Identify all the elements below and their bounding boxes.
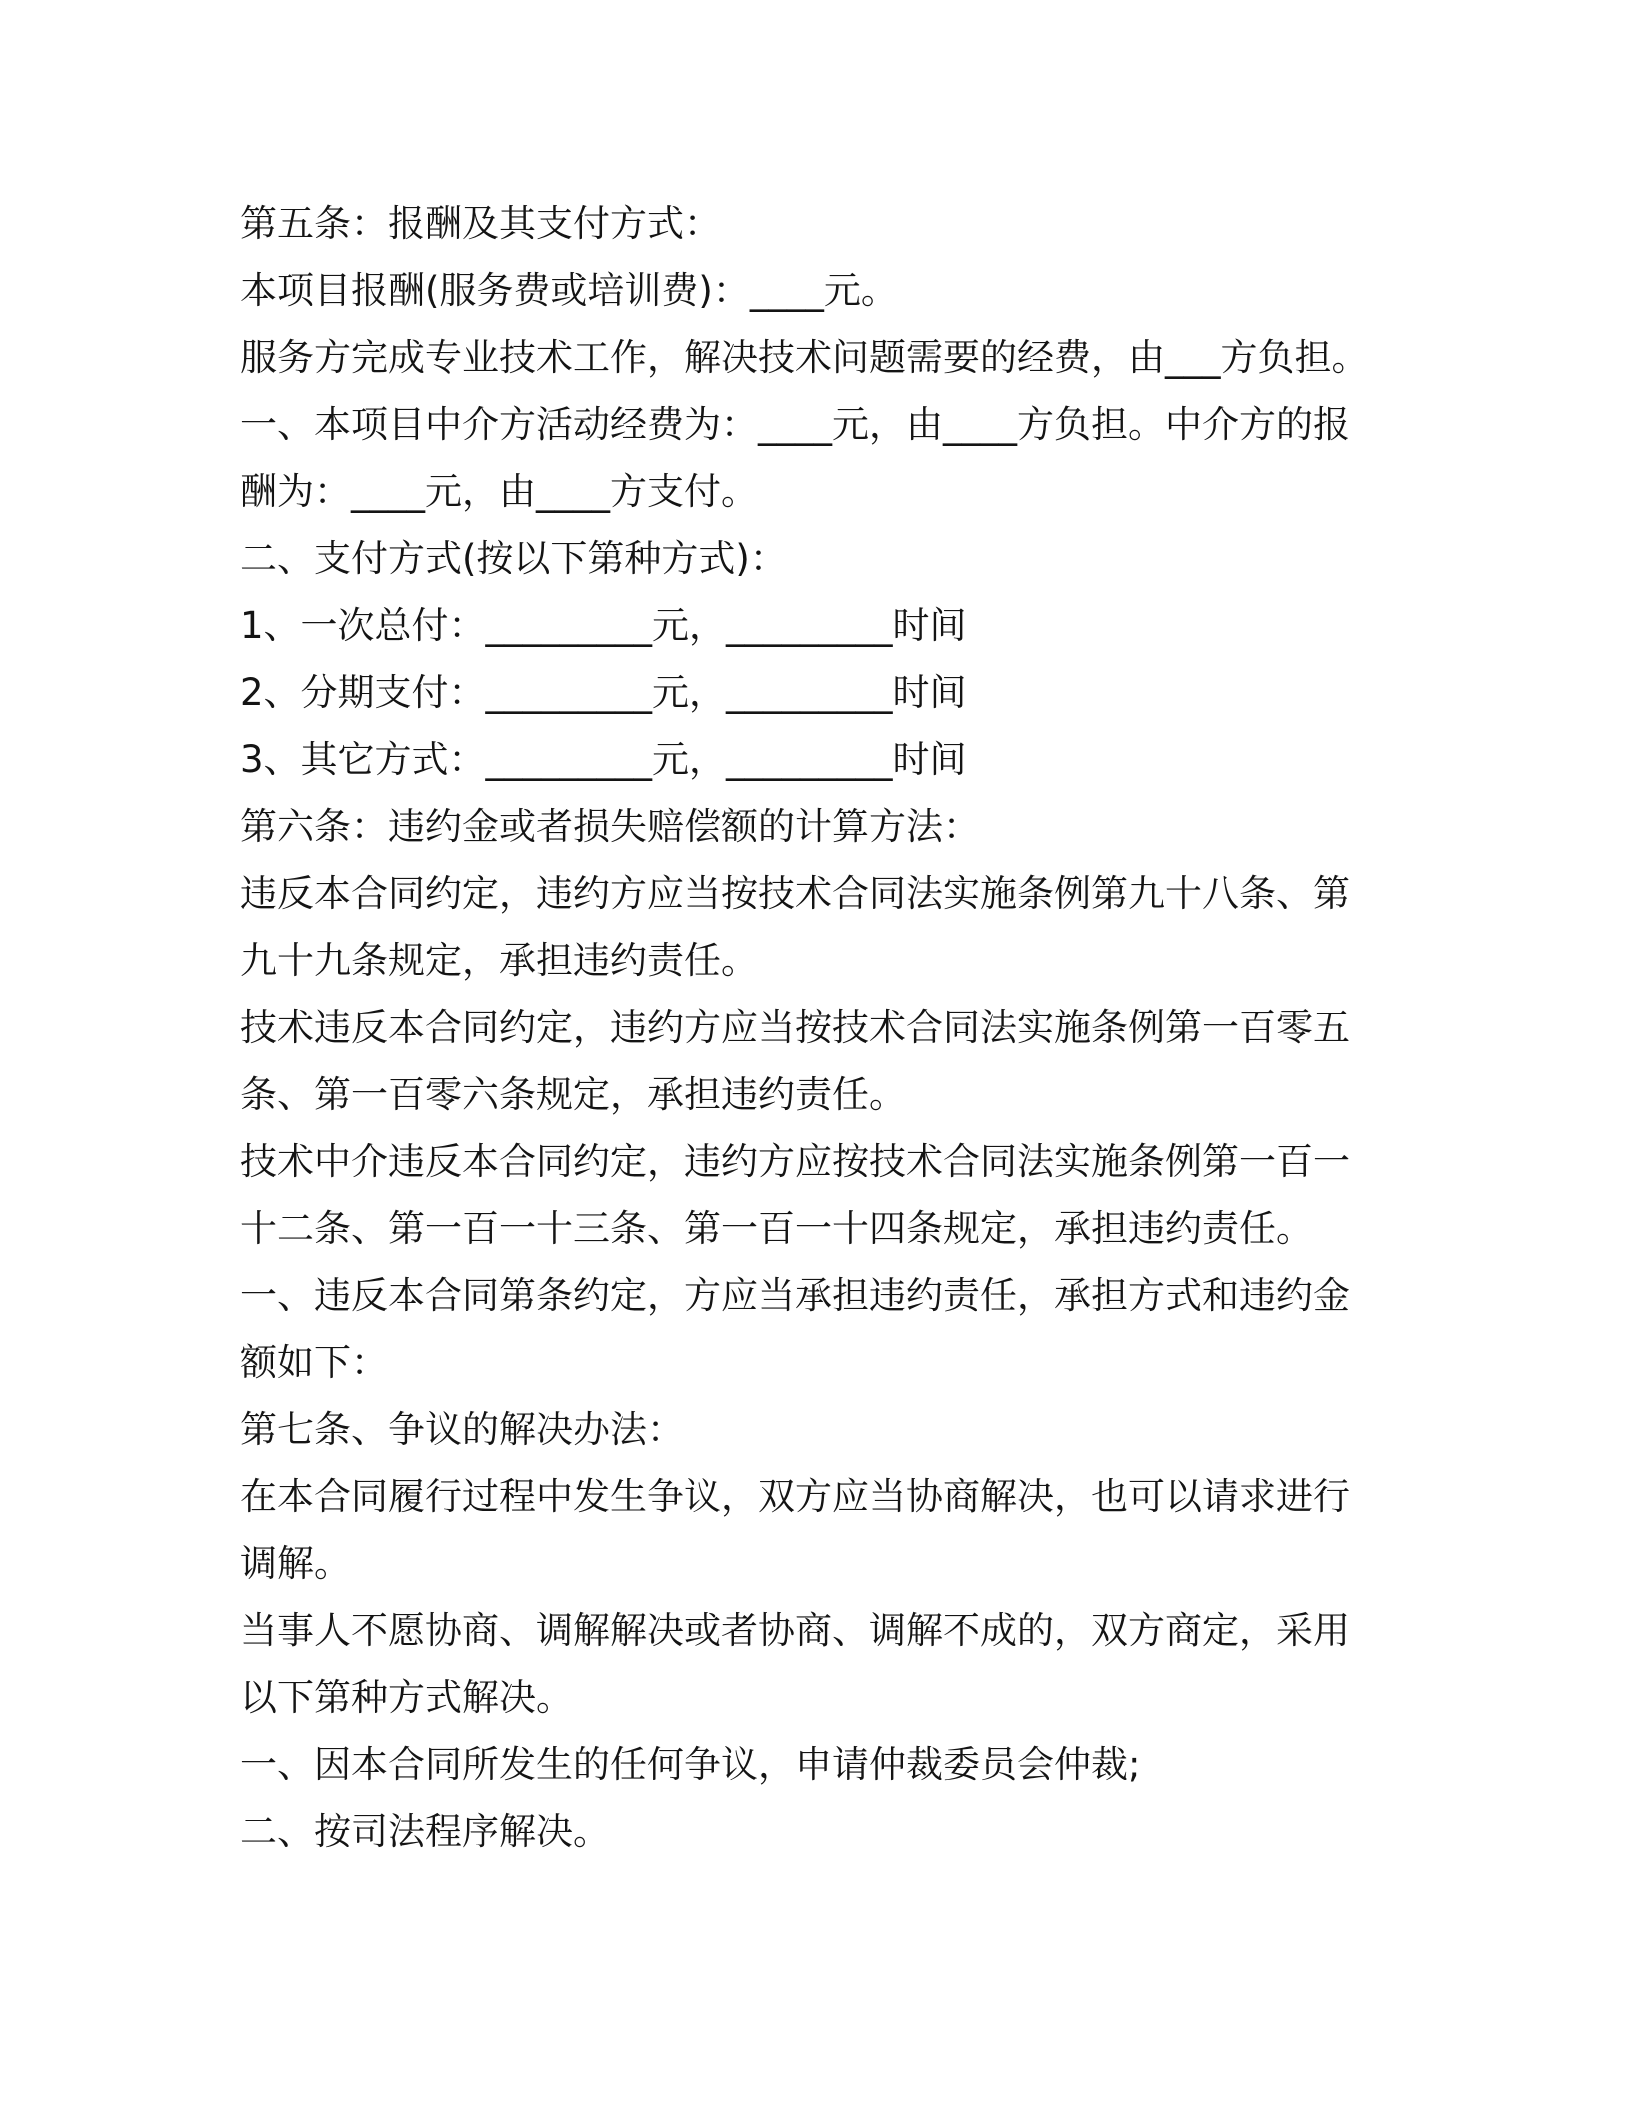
payment-option-3: 3、其它方式：_________元，_________时间	[240, 738, 967, 781]
service-cost-line: 服务方完成专业技术工作，解决技术问题需要的经费，由___方负担。	[240, 336, 1369, 379]
dispute-clause-1-line-1: 在本合同履行过程中发生争议，双方应当协商解决，也可以请求进行	[240, 1475, 1350, 1518]
article-6-heading: 第六条：违约金或者损失赔偿额的计算方法：	[240, 805, 980, 848]
article-7-heading: 第七条、争议的解决办法：	[240, 1408, 684, 1451]
dispute-clause-1-line-2: 调解。	[240, 1542, 351, 1585]
project-fee-line: 本项目报酬(服务费或培训费)：____元。	[240, 269, 898, 312]
dispute-option-1: 一、因本合同所发生的任何争议，申请仲裁委员会仲裁;	[240, 1743, 1141, 1786]
dispute-clause-2-line-1: 当事人不愿协商、调解解决或者协商、调解不成的，双方商定，采用	[240, 1609, 1350, 1652]
payment-option-2: 2、分期支付：_________元，_________时间	[240, 671, 967, 714]
breach-clause-3-line-2: 十二条、第一百一十三条、第一百一十四条规定，承担违约责任。	[240, 1207, 1313, 1250]
dispute-option-2: 二、按司法程序解决。	[240, 1810, 610, 1853]
intermediary-fee-line-1: 一、本项目中介方活动经费为：____元，由____方负担。中介方的报	[240, 403, 1350, 446]
breach-clause-3-line-1: 技术中介违反本合同约定，违约方应按技术合同法实施条例第一百一	[240, 1140, 1350, 1183]
breach-clause-4-line-2: 额如下：	[240, 1341, 388, 1384]
article-5-heading: 第五条：报酬及其支付方式：	[240, 202, 721, 245]
breach-clause-2-line-1: 技术违反本合同约定，违约方应当按技术合同法实施条例第一百零五	[240, 1006, 1350, 1049]
document-page	[240, 190, 1392, 1865]
breach-clause-2-line-2: 条、第一百零六条规定，承担违约责任。	[240, 1073, 906, 1116]
breach-clause-1-line-2: 九十九条规定，承担违约责任。	[240, 939, 758, 982]
breach-clause-1-line-1: 违反本合同约定，违约方应当按技术合同法实施条例第九十八条、第	[240, 872, 1350, 915]
breach-clause-4-line-1: 一、违反本合同第条约定，方应当承担违约责任，承担方式和违约金	[240, 1274, 1350, 1317]
intermediary-fee-line-2: 酬为：____元，由____方支付。	[240, 470, 758, 513]
dispute-clause-2-line-2: 以下第种方式解决。	[240, 1676, 573, 1719]
payment-method-heading: 二、支付方式(按以下第种方式)：	[240, 537, 787, 580]
payment-option-1: 1、一次总付：_________元，_________时间	[240, 604, 967, 647]
